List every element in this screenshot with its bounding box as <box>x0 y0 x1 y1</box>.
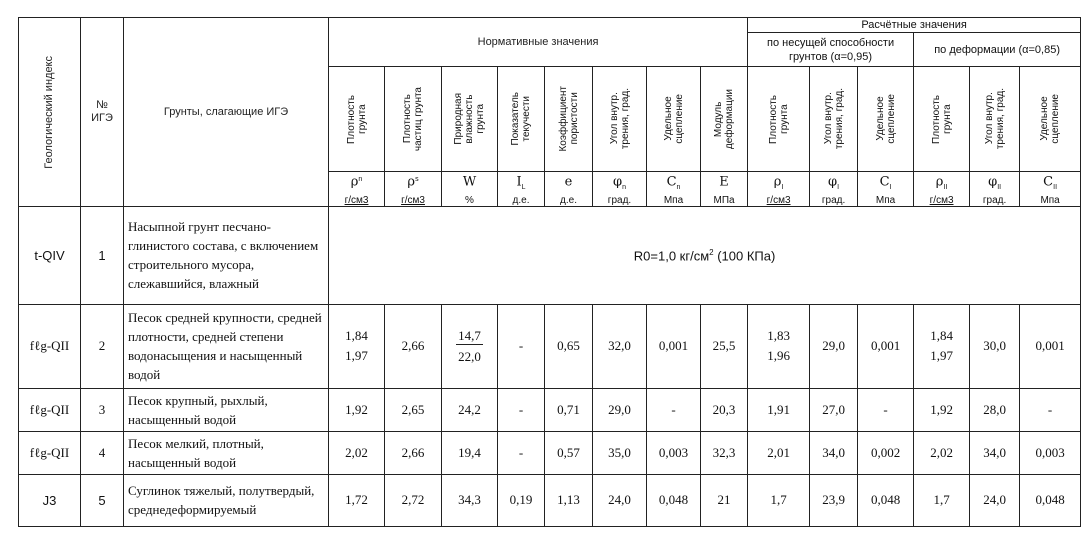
ige-number-cell: 4 <box>81 431 124 474</box>
value-cell: 2,01 <box>748 431 810 474</box>
value-cell: 24,0 <box>970 474 1020 526</box>
value-cell: 0,048 <box>1020 474 1081 526</box>
value-cell: 35,0 <box>593 431 647 474</box>
particle-density-cell: 2,66 <box>385 304 442 388</box>
soils-header: Грунты, слагающие ИГЭ <box>124 18 329 207</box>
geo-index-cell: fℓg-QII <box>19 388 81 431</box>
column-label: Угол внутр. трения, град. <box>810 67 858 172</box>
value-cell: 32,3 <box>701 431 748 474</box>
column-symbol: $\rho_{II}$ г/см3 <box>914 172 970 207</box>
value-cell: 1,92 <box>914 388 970 431</box>
value-cell: 24,2 <box>442 388 498 431</box>
ige-number-cell: 1 <box>81 206 124 304</box>
friction-angle-ii-cell: 30,0 <box>970 304 1020 388</box>
table-row <box>19 388 1081 431</box>
deformation-header: по деформации (α=0,85) <box>914 33 1081 67</box>
modulus-cell: 25,5 <box>701 304 748 388</box>
value-cell: 0,57 <box>545 431 593 474</box>
value-cell: 21 <box>701 474 748 526</box>
value-cell: 29,0 <box>593 388 647 431</box>
soil-properties-table <box>18 17 1081 527</box>
density-cell: 1,84 1,97 <box>329 304 385 388</box>
bearing-capacity-header: по несущей способности грунтов (α=0,95) <box>748 33 914 67</box>
column-label: Угол внутр. трения, град. <box>970 67 1020 172</box>
value-cell: 2,66 <box>385 431 442 474</box>
column-label: Коэффициент пористости <box>545 67 593 172</box>
value-cell: 2,72 <box>385 474 442 526</box>
column-symbol: $C_{II}$ Мпа <box>1020 172 1081 207</box>
value-cell: 27,0 <box>810 388 858 431</box>
soil-description: Суглинок тяжелый, полутвердый, среднедеформируемый <box>124 474 329 526</box>
column-symbol: $\varphi_n$ град. <box>593 172 647 207</box>
value-cell: 24,0 <box>593 474 647 526</box>
column-label: Показатель текучести <box>498 67 545 172</box>
value-cell: - <box>1020 388 1081 431</box>
column-symbol: W % <box>442 172 498 207</box>
value-cell: 0,003 <box>647 431 701 474</box>
column-label: Удельное сцепление <box>858 67 914 172</box>
moisture-cell: 14,7 22,0 <box>442 304 498 388</box>
value-cell: 0,003 <box>1020 431 1081 474</box>
column-label: Плотность грунта <box>748 67 810 172</box>
column-symbol: $\rho^s$ г/см3 <box>385 172 442 207</box>
ige-number-cell: 3 <box>81 388 124 431</box>
value-cell: - <box>498 388 545 431</box>
value-cell: 1,7 <box>748 474 810 526</box>
table-row <box>19 206 1081 304</box>
r0-value: R0=1,0 $кг/см^2$ (100 КПа) <box>329 206 1081 304</box>
soil-description: Насыпной грунт песчано-глинистого состава, с включением строительного мусора, слежавшийся, влажный <box>124 206 329 304</box>
value-cell: 0,048 <box>647 474 701 526</box>
value-cell: - <box>858 388 914 431</box>
normative-values-header: Нормативные значения <box>329 18 748 67</box>
friction-angle-i-cell: 29,0 <box>810 304 858 388</box>
column-label: Природная влажность грунта <box>442 67 498 172</box>
porosity-cell: 0,65 <box>545 304 593 388</box>
table-row <box>19 304 1081 388</box>
value-cell: 23,9 <box>810 474 858 526</box>
value-cell: 0,19 <box>498 474 545 526</box>
value-cell: 1,91 <box>748 388 810 431</box>
value-cell: 1,13 <box>545 474 593 526</box>
column-label: Угол внутр. трения, град. <box>593 67 647 172</box>
column-label: Удельное сцепление <box>647 67 701 172</box>
value-cell: 28,0 <box>970 388 1020 431</box>
value-cell: 20,3 <box>701 388 748 431</box>
cohesion-ii-cell: 0,001 <box>1020 304 1081 388</box>
table-row <box>19 474 1081 526</box>
column-label: Плотность грунта <box>914 67 970 172</box>
column-symbol: $\varphi_I$ град. <box>810 172 858 207</box>
cohesion-cell: 0,001 <box>647 304 701 388</box>
column-symbol: $\rho^n$ г/см3 <box>329 172 385 207</box>
value-cell: 2,02 <box>329 431 385 474</box>
value-cell: 0,71 <box>545 388 593 431</box>
column-symbol: E МПа <box>701 172 748 207</box>
column-label: Модуль деформации <box>701 67 748 172</box>
cohesion-i-cell: 0,001 <box>858 304 914 388</box>
column-label: Плотность грунта <box>329 67 385 172</box>
value-cell: 1,72 <box>329 474 385 526</box>
value-cell: 2,65 <box>385 388 442 431</box>
density-ii-cell: 1,84 1,97 <box>914 304 970 388</box>
calculated-values-header: Расчётные значения <box>748 18 1081 33</box>
value-cell: - <box>647 388 701 431</box>
ige-number-header: № ИГЭ <box>81 18 124 207</box>
column-symbol: e д.е. <box>545 172 593 207</box>
ige-number-cell: 2 <box>81 304 124 388</box>
geo-index-cell: t-QIV <box>19 206 81 304</box>
geo-index-cell: J3 <box>19 474 81 526</box>
geo-index-header: Геологический индекс <box>19 18 81 207</box>
value-cell: 19,4 <box>442 431 498 474</box>
value-cell: 34,0 <box>810 431 858 474</box>
column-label: Удельное сцепление <box>1020 67 1081 172</box>
soil-description: Песок средней крупности, средней плотности, средней степени водонасыщения и насыщенный водой <box>124 304 329 388</box>
liquidity-cell: - <box>498 304 545 388</box>
geo-index-cell: fℓg-QII <box>19 431 81 474</box>
value-cell: - <box>498 431 545 474</box>
column-symbol: $I_L$ д.е. <box>498 172 545 207</box>
column-symbol: $C_I$ Мпа <box>858 172 914 207</box>
friction-angle-cell: 32,0 <box>593 304 647 388</box>
column-symbol: $\rho_I$ г/см3 <box>748 172 810 207</box>
density-i-cell: 1,83 1,96 <box>748 304 810 388</box>
column-label: Плотность частиц грунта <box>385 67 442 172</box>
value-cell: 0,002 <box>858 431 914 474</box>
column-symbol: $C_n$ Мпа <box>647 172 701 207</box>
value-cell: 2,02 <box>914 431 970 474</box>
value-cell: 34,0 <box>970 431 1020 474</box>
table-row <box>19 431 1081 474</box>
value-cell: 34,3 <box>442 474 498 526</box>
value-cell: 1,7 <box>914 474 970 526</box>
value-cell: 0,048 <box>858 474 914 526</box>
column-symbol: $\varphi_{II}$ град. <box>970 172 1020 207</box>
ige-number-cell: 5 <box>81 474 124 526</box>
geo-index-cell: fℓg-QII <box>19 304 81 388</box>
soil-description: Песок мелкий, плотный, насыщенный водой <box>124 431 329 474</box>
value-cell: 1,92 <box>329 388 385 431</box>
soil-description: Песок крупный, рыхлый, насыщенный водой <box>124 388 329 431</box>
